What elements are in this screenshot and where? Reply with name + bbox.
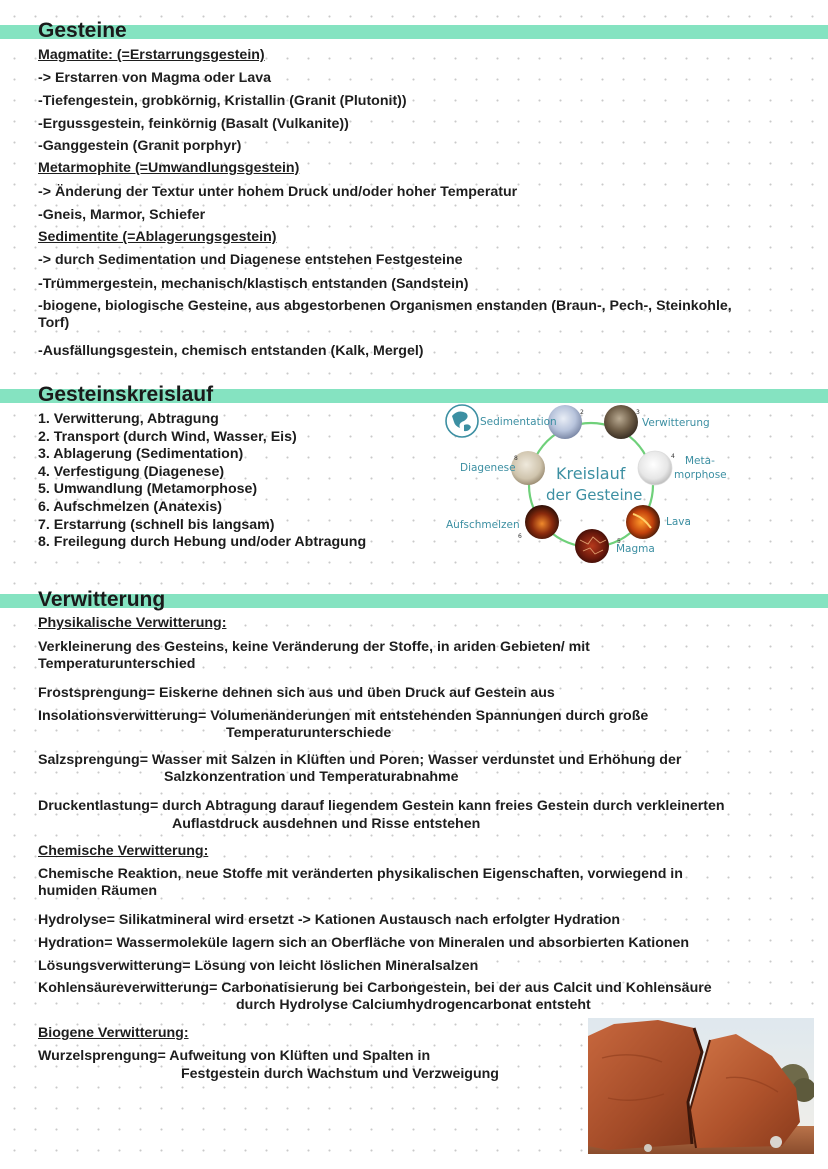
- label-aufschmelzen: Aufschmelzen: [446, 519, 520, 531]
- text-line: Lösungsverwitterung= Lösung von leicht löslichen Mineralsalzen: [38, 958, 479, 974]
- label-diagenese: Diagenese: [460, 462, 516, 474]
- text-line: Auflastdruck ausdehnen und Risse entstehen: [172, 816, 481, 832]
- text-line: Torf): [38, 315, 70, 331]
- text-line: -Ergussgestein, feinkörnig (Basalt (Vulkanite)): [38, 116, 349, 132]
- text-line: -Gneis, Marmor, Schiefer: [38, 207, 206, 223]
- text-line: Wurzelsprengung= Aufweitung von Klüften und Spalten in: [38, 1048, 431, 1064]
- metamorphose-photo: [638, 451, 672, 485]
- svg-text:5: 5: [617, 538, 621, 545]
- cycle-step: 2. Transport (durch Wind, Wasser, Eis): [38, 428, 297, 445]
- text-line: -> Änderung der Textur unter hohem Druck und/oder hoher Temperatur: [38, 184, 518, 200]
- subheading-magmatite: Magmatite: (=Erstarrungsgestein): [38, 47, 265, 63]
- text-line: Frostsprengung= Eiskerne dehnen sich aus und üben Druck auf Gestein aus: [38, 685, 555, 701]
- text-line: Salzkonzentration und Temperaturabnahme: [164, 769, 459, 785]
- cycle-step: 3. Ablagerung (Sedimentation): [38, 446, 244, 463]
- text-line: Temperaturunterschied: [38, 656, 196, 672]
- verwitterung-photo: [604, 405, 638, 439]
- cycle-step: 1. Verwitterung, Abtragung: [38, 411, 219, 427]
- text-line: durch Hydrolyse Calciumhydrogencarbonat entsteht: [236, 997, 591, 1013]
- lava-photo: [626, 505, 660, 539]
- rock-cycle-diagram: [440, 398, 740, 570]
- text-line: -biogene, biologische Gesteine, aus abgestorbenen Organismen enstanden (Braun-, Pech-, Steinkohle,: [38, 298, 732, 314]
- text-line: Hydration= Wassermoleküle lagern sich an Oberfläche von Mineralen und absorbierten Kationen: [38, 935, 690, 951]
- text-line: Druckentlastung= durch Abtragung darauf liegendem Gestein kann freies Gestein durch verkleinerten: [38, 798, 725, 814]
- section-title-kreislauf: Gesteinskreislauf: [38, 383, 214, 406]
- text-line: -> Erstarren von Magma oder Lava: [38, 70, 271, 86]
- label-morphose: morphose: [674, 469, 727, 481]
- text-line: Kohlensäureverwitterung= Carbonatisierung bei Carbongestein, bei der aus Calcit und Kohlensäure: [38, 980, 712, 996]
- text-line: -Ausfällungsgestein, chemisch entstanden (Kalk, Mergel): [38, 343, 424, 359]
- text-line: -Tiefengestein, grobkörnig, Kristallin (Granit (Plutonit)): [38, 93, 407, 109]
- label-lava: Lava: [666, 516, 691, 528]
- subheading-biogen: Biogene Verwitterung:: [38, 1025, 189, 1041]
- svg-text:8: 8: [514, 455, 518, 462]
- subheading-chemisch: Chemische Verwitterung:: [38, 843, 209, 859]
- section-title-gesteine: Gesteine: [38, 19, 127, 42]
- svg-text:6: 6: [518, 533, 522, 540]
- text-line: -Trümmergestein, mechanisch/klastisch entstanden (Sandstein): [38, 276, 469, 292]
- text-line: -Ganggestein (Granit porphyr): [38, 138, 242, 154]
- cycle-step: 8. Freilegung durch Hebung und/oder Abtragung: [38, 534, 367, 551]
- text-line: Temperaturunterschiede: [226, 725, 392, 741]
- magma-photo: [575, 529, 609, 563]
- diagram-center-title: Kreislauf: [556, 464, 626, 483]
- text-line: Verkleinerung des Gesteins, keine Veränderung der Stoffe, in ariden Gebieten/ mit: [38, 639, 590, 655]
- section-title-verwitterung: Verwitterung: [38, 588, 166, 611]
- subheading-physikalisch: Physikalische Verwitterung:: [38, 615, 227, 631]
- cycle-steps-list: [38, 411, 366, 552]
- split-rock-photo: [588, 1018, 814, 1154]
- subheading-metamorphite: Metarmophite (=Umwandlungsgestein): [38, 160, 300, 176]
- label-magma: Magma: [616, 543, 655, 555]
- text-line: -> durch Sedimentation und Diagenese entstehen Festgesteine: [38, 252, 463, 268]
- svg-text:3: 3: [636, 409, 640, 416]
- subheading-sedimentite: Sedimentite (=Ablagerungsgestein): [38, 229, 277, 245]
- text-line: Hydrolyse= Silikatmineral wird ersetzt -> Kationen Austausch nach erfolgter Hydration: [38, 912, 621, 928]
- cycle-step: 4. Verfestigung (Diagenese): [38, 463, 225, 480]
- text-line: Festgestein durch Wachstum und Verzweigung: [181, 1066, 499, 1082]
- diagram-center-subtitle: der Gesteine: [546, 486, 643, 504]
- label-verwitterung: Verwitterung: [642, 417, 710, 429]
- text-line: Chemische Reaktion, neue Stoffe mit veränderten physikalischen Eigenschaften, vorwiegend in: [38, 866, 683, 882]
- cycle-step: 7. Erstarrung (schnell bis langsam): [38, 516, 275, 533]
- aufschmelzen-photo: [525, 505, 559, 539]
- text-line: humiden Räumen: [38, 883, 158, 899]
- text-line: Insolationsverwitterung= Volumenänderungen mit entstehenden Spannungen durch große: [38, 708, 649, 724]
- text-line: Salzsprengung= Wasser mit Salzen in Klüften und Poren; Wasser verdunstet und Erhöhung der: [38, 752, 682, 768]
- label-meta: Meta-: [685, 455, 715, 467]
- cycle-step: 6. Aufschmelzen (Anatexis): [38, 498, 222, 515]
- label-sedimentation: Sedimentation: [480, 416, 557, 428]
- svg-text:2: 2: [580, 409, 584, 416]
- cycle-step: 5. Umwandlung (Metamorphose): [38, 481, 258, 498]
- svg-text:4: 4: [671, 453, 675, 460]
